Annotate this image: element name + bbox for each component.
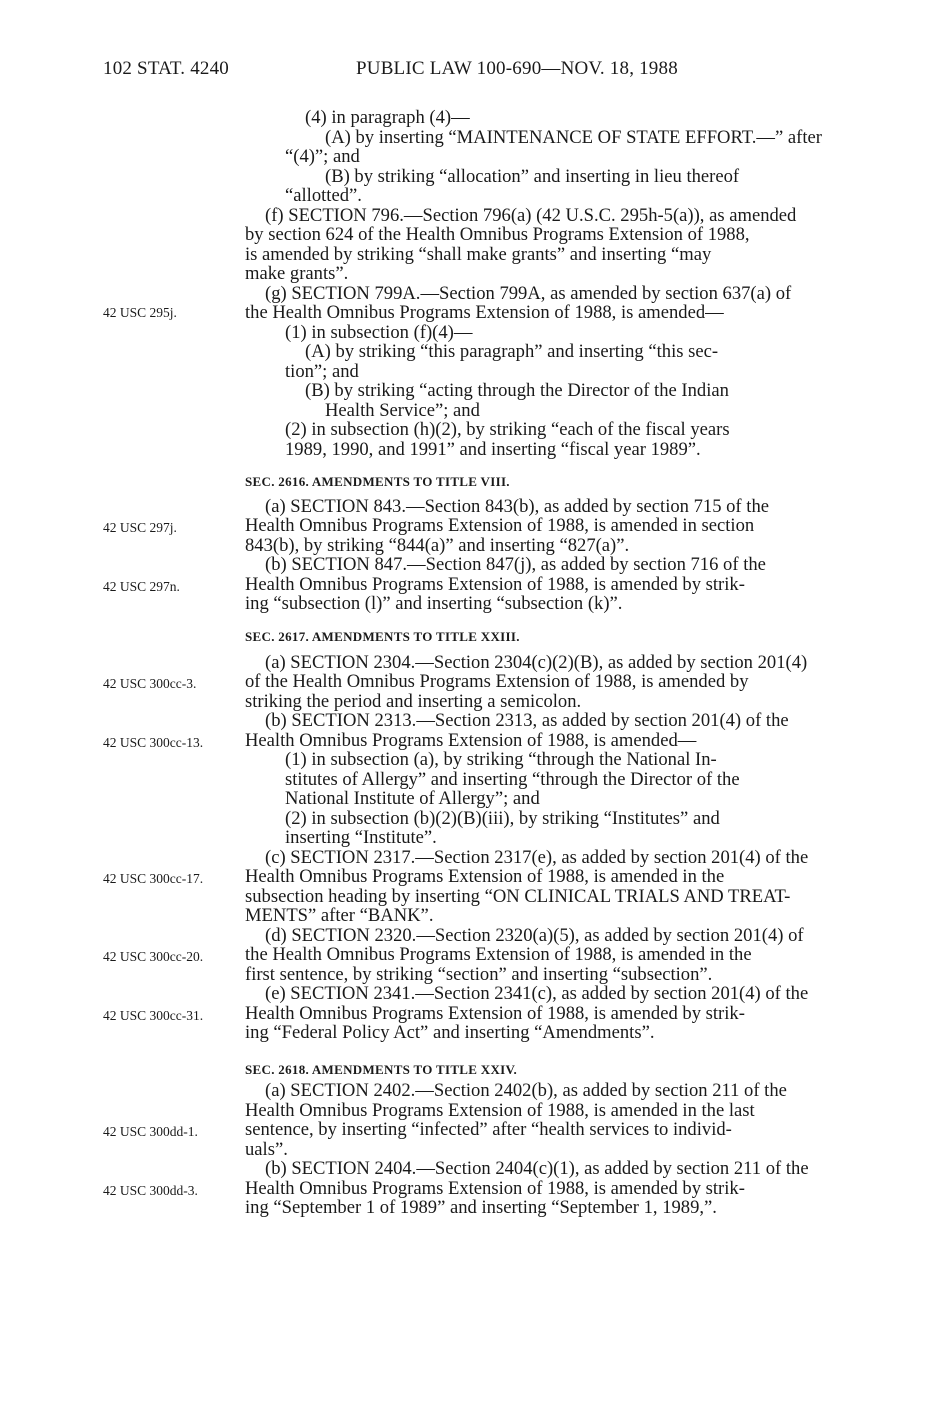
text-line: (a) SECTION 2304.—Section 2304(c)(2)(B), as added by section 201(4) <box>265 652 808 673</box>
text-line: first sentence, by striking “section” and inserting “subsection”. <box>245 964 713 985</box>
stat-page-number: 102 STAT. 4240 <box>103 58 230 79</box>
section-heading: SEC. 2618. AMENDMENTS TO TITLE XXIV. <box>245 1062 518 1077</box>
text-line: 843(b), by striking “844(a)” and inserting “827(a)”. <box>245 535 630 556</box>
text-line: Health Omnibus Programs Extension of 1988, is amended— <box>245 730 697 751</box>
text-line: “(4)”; and <box>285 146 360 167</box>
text-line: Health Omnibus Programs Extension of 1988, is amended by strik- <box>245 1178 745 1199</box>
section-heading: SEC. 2616. AMENDMENTS TO TITLE VIII. <box>245 474 510 489</box>
margin-citation: 42 USC 300dd-3. <box>103 1183 198 1198</box>
margin-citation: 42 USC 300dd-1. <box>103 1124 198 1139</box>
text-line: is amended by striking “shall make grants” and inserting “may <box>245 244 712 265</box>
text-line: make grants”. <box>245 263 349 284</box>
text-line: (c) SECTION 2317.—Section 2317(e), as added by section 201(4) of the <box>265 847 809 868</box>
text-line: (e) SECTION 2341.—Section 2341(c), as added by section 201(4) of the <box>265 983 809 1004</box>
text-line: (g) SECTION 799A.—Section 799A, as amended by section 637(a) of <box>265 283 792 304</box>
text-line: ing “subsection (l)” and inserting “subsection (k)”. <box>245 593 623 614</box>
text-line: (1) in subsection (a), by striking “through the National In- <box>285 749 717 770</box>
text-line: (A) by inserting “MAINTENANCE OF STATE EFFORT.—” after <box>325 127 822 148</box>
text-line: the Health Omnibus Programs Extension of 1988, is amended in the <box>245 944 752 965</box>
text-line: Health Omnibus Programs Extension of 1988, is amended by strik- <box>245 1003 745 1024</box>
text-line: (f) SECTION 796.—Section 796(a) (42 U.S.C. 295h-5(a)), as amended <box>265 205 797 226</box>
text-line: ing “Federal Policy Act” and inserting “Amendments”. <box>245 1022 655 1043</box>
text-line: (b) SECTION 2313.—Section 2313, as added by section 201(4) of the <box>265 710 789 731</box>
text-line: “allotted”. <box>285 185 362 206</box>
text-line: (2) in subsection (h)(2), by striking “each of the fiscal years <box>285 419 730 440</box>
margin-citation: 42 USC 300cc-13. <box>103 735 204 750</box>
text-line: subsection heading by inserting “ON CLINICAL TRIALS AND TREAT- <box>245 886 791 907</box>
text-line: sentence, by inserting “infected” after “health services to individ- <box>245 1119 732 1140</box>
text-line: MENTS” after “BANK”. <box>245 905 434 926</box>
text-line: (a) SECTION 843.—Section 843(b), as added by section 715 of the <box>265 496 769 517</box>
text-line: Health Omnibus Programs Extension of 1988, is amended by strik- <box>245 574 745 595</box>
law-title: PUBLIC LAW 100-690—NOV. 18, 1988 <box>356 58 678 79</box>
text-line: striking the period and inserting a semicolon. <box>245 691 582 712</box>
text-line: (a) SECTION 2402.—Section 2402(b), as added by section 211 of the <box>265 1080 787 1101</box>
text-line: (d) SECTION 2320.—Section 2320(a)(5), as added by section 201(4) of <box>265 925 804 946</box>
text-line: (1) in subsection (f)(4)— <box>285 322 473 343</box>
text-line: Health Omnibus Programs Extension of 1988, is amended in the last <box>245 1100 755 1121</box>
text-line: by section 624 of the Health Omnibus Programs Extension of 1988, <box>245 224 750 245</box>
margin-citation: 42 USC 300cc-20. <box>103 949 204 964</box>
text-line: stitutes of Allergy” and inserting “through the Director of the <box>285 769 740 790</box>
margin-citation: 42 USC 297j. <box>103 520 177 535</box>
text-line: tion”; and <box>285 361 359 382</box>
margin-citation: 42 USC 297n. <box>103 579 180 594</box>
text-line: National Institute of Allergy”; and <box>285 788 540 809</box>
section-heading: SEC. 2617. AMENDMENTS TO TITLE XXIII. <box>245 629 520 644</box>
text-line: (2) in subsection (b)(2)(B)(iii), by striking “Institutes” and <box>285 808 720 829</box>
margin-citation: 42 USC 300cc-17. <box>103 871 204 886</box>
margin-citation: 42 USC 300cc-31. <box>103 1008 204 1023</box>
margin-citation: 42 USC 300cc-3. <box>103 676 197 691</box>
text-line: the Health Omnibus Programs Extension of 1988, is amended— <box>245 302 724 323</box>
text-line: (b) SECTION 2404.—Section 2404(c)(1), as added by section 211 of the <box>265 1158 809 1179</box>
text-line: inserting “Institute”. <box>285 827 437 848</box>
text-line: (B) by striking “acting through the Director of the Indian <box>305 380 729 401</box>
text-line: (4) in paragraph (4)— <box>305 107 470 128</box>
text-line: (B) by striking “allocation” and inserting in lieu thereof <box>325 166 740 187</box>
text-line: uals”. <box>245 1139 288 1160</box>
text-line: Health Service”; and <box>325 400 480 421</box>
text-line: ing “September 1 of 1989” and inserting “September 1, 1989,”. <box>245 1197 717 1218</box>
text-line: of the Health Omnibus Programs Extension of 1988, is amended by <box>245 671 749 692</box>
text-line: Health Omnibus Programs Extension of 1988, is amended in the <box>245 866 725 887</box>
text-line: 1989, 1990, and 1991” and inserting “fiscal year 1989”. <box>285 439 701 460</box>
text-line: (b) SECTION 847.—Section 847(j), as added by section 716 of the <box>265 554 766 575</box>
text-line: (A) by striking “this paragraph” and inserting “this sec- <box>305 341 719 362</box>
margin-citation: 42 USC 295j. <box>103 305 177 320</box>
text-line: Health Omnibus Programs Extension of 1988, is amended in section <box>245 515 755 536</box>
